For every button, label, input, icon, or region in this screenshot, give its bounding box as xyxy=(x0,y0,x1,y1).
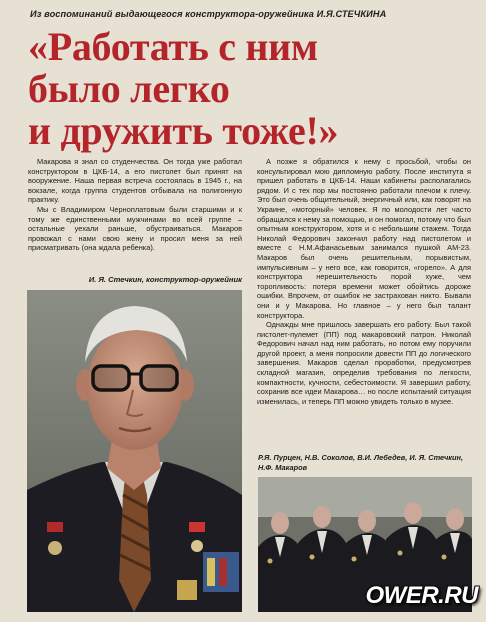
portrait-photo xyxy=(27,290,242,612)
left-paragraph-2: Мы с Владимиром Черноплатовым были старшими и к тому же единственными мужчинами во всей группе – остальные уехали раньше, обустраиваться. Макаров провожал с нами свою жену и просил меня за ней присматривать (она ждала ребенка). xyxy=(28,204,242,253)
author-signature: И. Я. Стечкин, конструктор-оружейник xyxy=(88,275,242,284)
site-watermark: OWER.RU xyxy=(365,582,478,609)
kicker-line: Из воспоминаний выдающегося конструктора-оружейника И.Я.СТЕЧКИНА xyxy=(30,9,387,19)
left-column-text xyxy=(28,157,242,253)
headline-line-2: было легко xyxy=(28,66,230,111)
right-paragraph-2: Однажды мне пришлось завершать его работу. Был такой пистолет-пулемет (ПП) под макаровский патрон. Николай Федорович начал над ним работать, но потом ему поручили другой проект, а меня попросили довести ПП до логического завершения. Макаров сделал проработки, предусмотрев складной магазин, определив требования по легкости, компактности, кучности, себестоимости. Я завершил работу, сохранив все идеи Макарова… но после испытаний ситуация изменилась, и теперь ПП можно увидеть только в музее. xyxy=(257,320,471,406)
left-paragraph-1: Макарова я знал со студенчества. Он тогда уже работал конструктором в ЦКБ-14, а его пистолет был принят на вооружение. Наша первая встреча состоялась в 1945 г., на вокзале, когда группа студентов отбывала на полигонную практику. xyxy=(28,157,242,205)
headline-line-3: и дружить тоже!» xyxy=(28,108,339,153)
portrait-illustration xyxy=(27,290,242,612)
headline xyxy=(28,26,468,152)
right-paragraph-1: А позже я обратился к нему с просьбой, чтобы он консультировал мою дипломную работу. После института я пришел работать в ЦКБ-14. Наши кабинеты располагались рядом. И с тех пор мы постоянно работали плечом к плечу. Это был очень общительный, энергичный или, как говорят на Украине, «моторный» человек. Я по молодости лет часто обращался к нему за помощью, и он помогал, потому что был опытным конструктором, хотя и с небольшим стажем. Тогда Николай Федорович закончил работу над пистолетом и вместе с Н.М.Афанасьевым занимался пушкой АМ-23. Макаров был очень решительным, порывистым, импульсивным – у него все, как говорится, «горело». А для конструктора нерешительность порой хуже, чем торопливость: потеря времени может обойтись дороже ошибки. Впрочем, от ошибок не застрахован никто. Бывали они и у Макарова. Но главное – у него был талант конструктора. xyxy=(257,157,471,320)
right-column-text xyxy=(257,157,471,406)
photo-caption: Р.Я. Пурцен, Н.В. Соколов, В.И. Лебедев, И. Я. Стечкин, Н.Ф. Макаров xyxy=(258,453,464,472)
headline-line-1: «Работать с ним xyxy=(28,24,318,69)
